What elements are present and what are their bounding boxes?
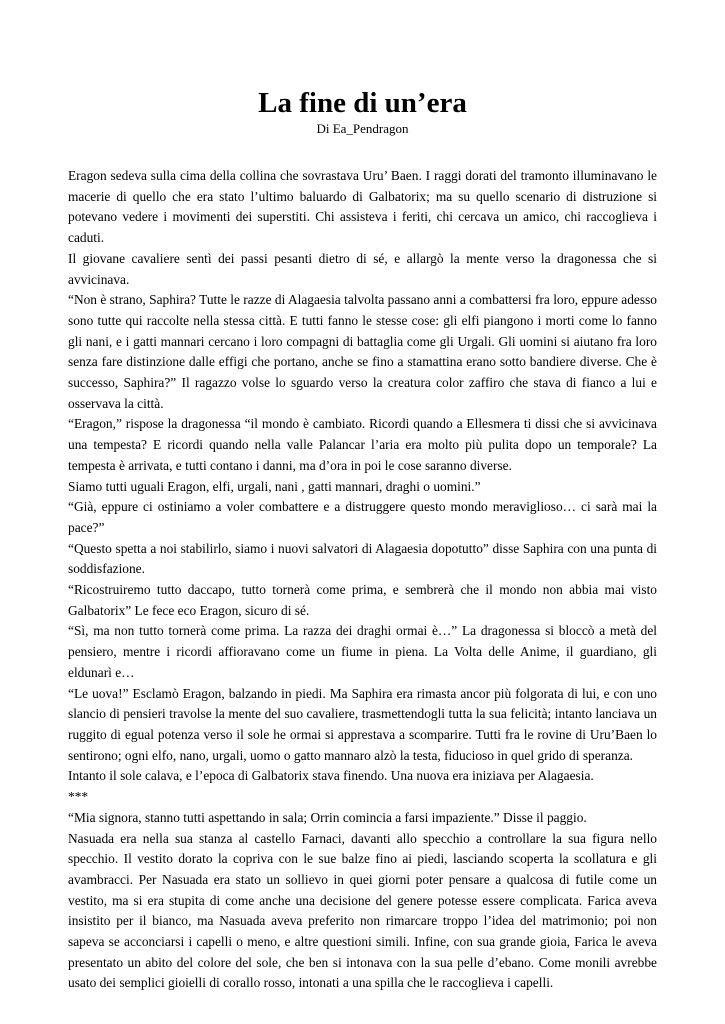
paragraph: Intanto il sole calava, e l’epoca di Galbatorix stava finendo. Una nuova era iniziava per Alagaesia. — [68, 768, 594, 784]
document-title: La fine di un’era — [258, 87, 467, 119]
document-author: Di Ea_Pendragon — [316, 121, 409, 136]
paragraph: “Questo spetta a noi stabilirlo, siamo i nuovi salvatori di Alagaesia dopotutto” disse Saphira con una punta di soddisfazione. — [68, 540, 657, 577]
paragraph: Eragon sedeva sulla cima della collina che sovrastava Uru’ Baen. I raggi dorati del tramonto illuminavano le macerie di quello che era stato l’ultimo baluardo di Galbatorix; ma su quello scenario di distruzione si potevano vedere i movimenti dei superstiti. Chi assisteva i feriti, chi cercava un amico, chi raccoglieva i caduti. — [68, 168, 657, 246]
paragraph: “Eragon,” rispose la dragonessa “il mondo è cambiato. Ricordi quando a Ellesmera ti dissi che si avvicinava una tempesta? E ricordi quando nella valle Palancar l’aria era molto più pulita dopo un temporale? La tempesta è arrivata, e tutti contano i danni, ma d’ora in poi le cose saranno diverse. — [68, 416, 657, 473]
paragraph: “Le uova!” Esclamò Eragon, balzando in piedi. Ma Saphira era rimasta ancor più folgorata di lui, e con uno slancio di pensieri travolse la mente del suo cavaliere, trasmettendogli tutta la sua felicità; intanto lanciava un ruggito di egual potenza verso il sole he ormai si apprestava a scomparire. Tutti fra le rovine di Uru’Baen lo sentirono; ogni elfo, nano, urgali, uomo o gatto mannaro alzò la testa, fiducioso in quel grido di speranza. — [68, 685, 657, 763]
paragraph: “Già, eppure ci ostiniamo a voler combattere e a distruggere questo mondo meraviglioso… ci sarà mai la pace?” — [68, 499, 657, 535]
paragraph: Siamo tutti uguali Eragon, elfi, urgali, nani , gatti mannari, draghi o uomini.” — [68, 478, 481, 494]
paragraph: “Ricostruiremo tutto daccapo, tutto tornerà come prima, e sembrerà che il mondo non abbia mai visto Galbatorix” Le fece eco Eragon, sicuro di sé. — [68, 582, 657, 618]
paragraph: “Mia signora, stanno tutti aspettando in sala; Orrin comincia a farsi impaziente.” Disse il paggio. — [68, 809, 587, 825]
paragraph: “Sì, ma non tutto tornerà come prima. La razza dei draghi ormai è…” La dragonessa si bloccò a metà del pensiero, mentre i ricordi affioravano come un fiume in piena. La Volta delle Anime, il guardiano, gli eldunarì e… — [68, 623, 657, 680]
paragraph: “Non è strano, Saphira? Tutte le razze di Alagaesia talvolta passano anni a combattersi fra loro, eppure adesso sono tutte qui raccolte nella stessa città. E tutti fanno le stesse cose: gli elfi piangono i morti come lo fanno gli nani, e i gatti mannari cercano i loro compagni di battaglia come gli Urgali. Gli uomini si aiutano fra loro senza fare distinzione dalle effigi che portano, anche se fino a stamattina erano sotto bandiere diverse. Che è successo, Saphira?” Il ragazzo volse lo sguardo verso la creatura color zaffiro che stava di fianco a lui e osservava la città. — [68, 292, 657, 411]
document-body — [68, 166, 657, 994]
paragraph: Nasuada era nella sua stanza al castello Farnaci, davanti allo specchio a controllare la sua figura nello specchio. Il vestito dorato la copriva con le sue balze fino ai piedi, lasciando scoperta la scollatura e gli avambracci. Per Nasuada era stato un sollievo in quei giorni poter pensare a qualcosa di futile come un vestito, ma si era stupita di come anche una decisione del genere potesse essere complicata. Farica aveva insistito per il bianco, ma Nasuada aveva preferito non rimarcare troppo l’idea del matrimonio; poi non sapeva se acconciarsi i capelli o meno, e altre questioni simili. Infine, con sua grande gioia, Farica le aveva presentato un abito del colore del sole, che ben si intonava con la sua pelle d’ebano. Come monili avrebbe usato dei semplici gioielli di corallo rosso, intonati a una spilla che le raccoglieva i capelli. — [68, 830, 657, 991]
paragraph: Il giovane cavaliere sentì dei passi pesanti dietro di sé, e allargò la mente verso la dragonessa che si avvicinava. — [68, 250, 657, 287]
section-break: *** — [68, 789, 89, 805]
